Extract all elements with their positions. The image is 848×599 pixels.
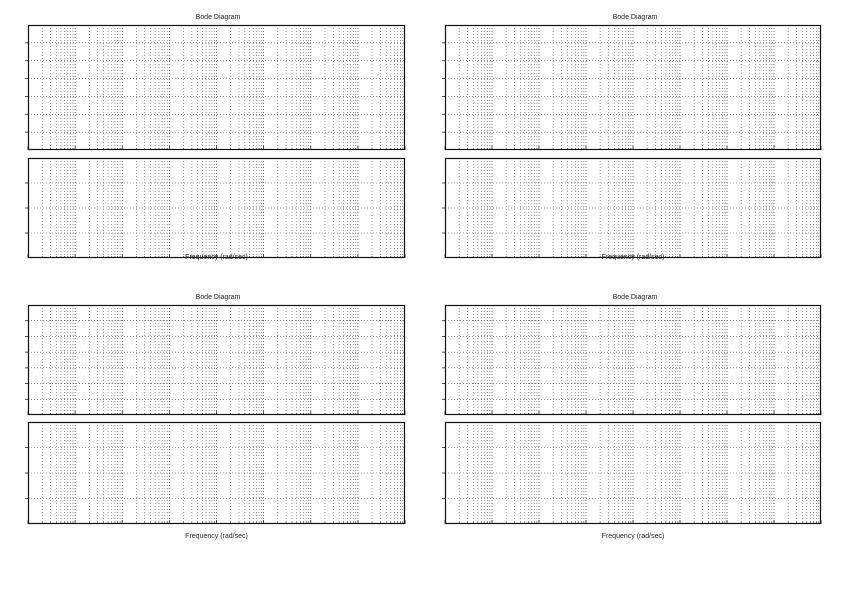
bode-figure-4 [445,294,825,546]
phase-panel [445,158,821,258]
phase-panel [445,422,821,524]
figure-title: Bode Diagram [195,294,241,301]
phase-panel [28,422,405,524]
bode-figure-1 [28,14,408,266]
x-axis-label: Frequency (rad/sec) [185,533,248,540]
x-axis-label: Frequency (rad/sec) [601,533,665,540]
magnitude-panel [28,25,405,150]
figure-title: Bode Diagram [612,14,658,21]
magnitude-panel [445,305,821,415]
figure-title: Bode Diagram [195,14,241,21]
bode-figure-3 [28,294,408,546]
x-axis-label: Frequency (rad/sec) [185,254,248,261]
x-axis-label: Frequency (rad/sec) [601,254,665,261]
figure-title: Bode Diagram [612,294,658,301]
bode-figure-2 [445,14,825,266]
phase-panel [28,158,405,258]
magnitude-panel [28,305,405,415]
magnitude-panel [445,25,821,150]
